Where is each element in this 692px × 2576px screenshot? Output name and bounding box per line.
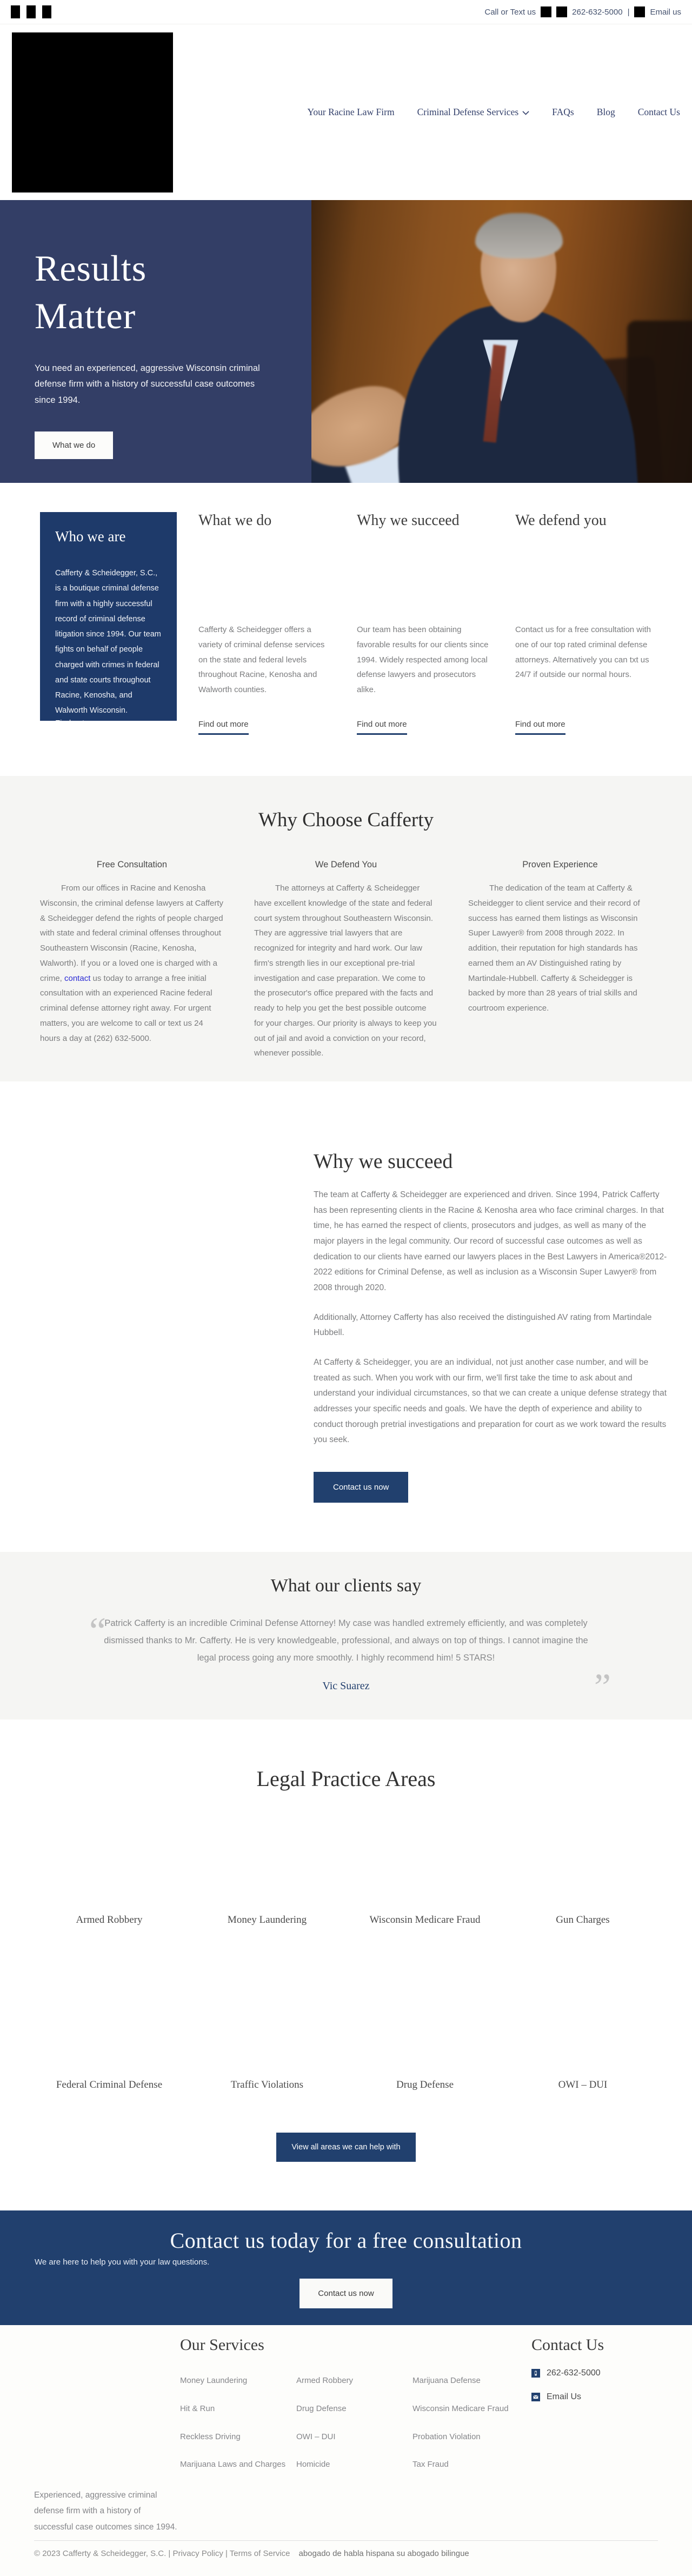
footer-copyright: © 2023 Cafferty & Scheidegger, S.C. | Privacy Policy | Terms of Service abogado de habla hispana su abogado bilingue: [34, 2549, 469, 2558]
testimonial-text: Patrick Cafferty is an incredible Criminal Defense Attorney! My case was handled extremely efficiently, and was completely dismissed thanks to Mr. Cafferty. He is very knowledgeable, professional, and always on top of things. I cannot imagine the legal process going any more smoothly. I highly recommend him! 5 STARS!: [104, 1618, 588, 1663]
cta-section: [0, 2210, 692, 2325]
what-we-do-title: What we do: [198, 512, 272, 529]
footer-link-money-laundering[interactable]: Money Laundering: [180, 2376, 248, 2385]
footer-link-homicide[interactable]: Homicide: [296, 2460, 330, 2469]
footer-contact: [531, 2336, 658, 2471]
practice-area-image: [198, 1823, 336, 1904]
practice-area-card[interactable]: Drug Defense: [356, 1988, 494, 2093]
who-we-are-title: Who we are: [55, 528, 126, 545]
what-we-do-column: [198, 512, 335, 735]
why-we-succeed-body: Our team has been obtaining favorable results for our clients since 1994. Widely respected among local defense lawyers and prosecutors alike.: [357, 625, 489, 694]
social-icon-2[interactable]: [26, 5, 36, 18]
hero-section: [0, 200, 692, 483]
site-footer: [0, 2325, 692, 2576]
our-services-title: Our Services: [180, 2336, 264, 2354]
we-defend-you-choose-body: The attorneys at Cafferty & Scheidegger have excellent knowledge of the state and federal court system throughout Southeastern Wisconsin. They are aggressive trial lawyers that are recognized for integrity and hard work. Our law firm's strength lies in our exceptional pre-trial investigation and case preparation. We come to the prosecutor's office prepared with the facts and ready to help you get the best possible outcome for your charges. Our priority is always to keep you out of jail and avoid a conviction on your record, whenever possible.: [254, 884, 437, 1058]
topbar-separator: |: [627, 7, 630, 17]
we-defend-you-choose-column: [254, 860, 438, 1061]
testimonial-title: What our clients say: [270, 1576, 422, 1596]
footer-link-hit-and-run[interactable]: Hit & Run: [180, 2404, 215, 2413]
why-we-succeed-heading: Why we succeed: [314, 1150, 453, 1173]
social-icon-3[interactable]: [42, 5, 51, 18]
practice-area-image: [356, 1823, 494, 1904]
what-we-do-button[interactable]: What we do: [35, 431, 113, 459]
firm-logo[interactable]: [12, 32, 173, 192]
top-bar: [0, 0, 692, 24]
practice-area-card[interactable]: Money Laundering: [198, 1823, 336, 1928]
mobile-icon[interactable]: [556, 6, 567, 17]
practice-area-card[interactable]: Federal Criminal Defense: [40, 1988, 178, 2093]
photo-suit-shape: [387, 296, 641, 483]
why-we-succeed-find-out-more[interactable]: Find out more: [357, 720, 407, 735]
topbar-contact: [484, 6, 681, 17]
email-link[interactable]: Email us: [650, 7, 681, 17]
nav-blog[interactable]: Blog: [596, 107, 615, 117]
footer-link-owi-dui[interactable]: OWI – DUI: [296, 2432, 336, 2441]
practice-area-card[interactable]: OWI – DUI: [514, 1988, 652, 2093]
attorney-photo: [311, 200, 692, 483]
chevron-down-icon: [522, 107, 529, 118]
footer-link-marijuana-laws[interactable]: Marijuana Laws and Charges: [180, 2460, 286, 2469]
nav-criminal-defense-services[interactable]: Criminal Defense Services: [417, 107, 530, 118]
footer-link-armed-robbery[interactable]: Armed Robbery: [296, 2376, 354, 2385]
contact-inline-link[interactable]: contact: [64, 973, 91, 983]
footer-link-reckless-driving[interactable]: Reckless Driving: [180, 2432, 241, 2441]
who-we-are-find-out-more[interactable]: Find out more: [55, 719, 105, 734]
why-we-succeed-column: [357, 512, 494, 735]
we-defend-you-column: [515, 512, 652, 735]
phone-icon[interactable]: [541, 6, 551, 17]
footer-services: [180, 2336, 531, 2471]
we-defend-you-title: We defend you: [515, 512, 607, 529]
contact-us-now-button[interactable]: Contact us now: [314, 1472, 408, 1503]
view-all-areas-button[interactable]: View all areas we can help with: [276, 2133, 415, 2162]
free-consultation-column: [40, 860, 224, 1061]
nav-contact-us[interactable]: Contact Us: [637, 107, 680, 117]
open-quote-icon: “: [89, 1610, 107, 1652]
practice-area-image: [356, 1988, 494, 2069]
proven-experience-body: The dedication of the team at Cafferty & Scheidegger to client service and their record of success has earned them listings as Wisconsin Super Lawyer® from 2008 through 2022. In addition, their reputation for high standards has earned them an AV Distinguished rating by Martindale-Hubbell. Cafferty & Scheidegger is backed by more than 28 years of trial skills and courtroom experience.: [468, 884, 640, 1013]
practice-areas-section: [0, 1719, 692, 2210]
testimonial-section: [0, 1552, 692, 1719]
footer-link-tax-fraud[interactable]: Tax Fraud: [412, 2460, 449, 2469]
free-consultation-title: Free Consultation: [96, 860, 168, 869]
practice-area-card[interactable]: Gun Charges: [514, 1823, 652, 1928]
envelope-icon: [531, 2393, 540, 2401]
hero-subtitle: You need an experienced, aggressive Wisconsin criminal defense firm with a history of successful case outcomes since 1994.: [35, 363, 260, 406]
what-we-do-body: Cafferty & Scheidegger offers a variety of criminal defense services on the state and federal levels throughout Racine, Kenosha and Walworth counties.: [198, 625, 325, 694]
we-defend-you-body: Contact us for a free consultation with one of our top rated criminal defense attorneys. Alternatively you can txt us 24/7 if outside our normal hours.: [515, 625, 651, 680]
why-we-succeed-paragraph-2: Additionally, Attorney Cafferty has also received the distinguished AV rating from Martindale Hubbell.: [314, 1312, 652, 1338]
practice-area-image: [198, 1988, 336, 2069]
testimonial-quote: [59, 1610, 633, 1708]
proven-experience-title: Proven Experience: [522, 860, 598, 869]
practice-area-card[interactable]: Wisconsin Medicare Fraud: [356, 1823, 494, 1928]
practice-areas-title: Legal Practice Areas: [256, 1767, 436, 1791]
hero-text-panel: [0, 200, 311, 483]
practice-area-image: [514, 1823, 652, 1904]
phone-link[interactable]: 262-632-5000: [572, 7, 623, 17]
why-choose-section: [0, 776, 692, 1081]
why-we-succeed-section: [0, 1081, 692, 1552]
footer-bilingual-note: abogado de habla hispana su abogado bilingue: [298, 2549, 469, 2558]
intro-section: [0, 483, 692, 776]
who-we-are-card: [40, 512, 177, 728]
call-text-label: Call or Text us: [484, 7, 536, 17]
footer-phone-link[interactable]: 262-632-5000: [547, 2368, 601, 2378]
close-quote-icon: ”: [594, 1666, 611, 1708]
phone-badge-icon: [531, 2369, 540, 2378]
why-we-succeed-paragraph-1: The team at Cafferty & Scheidegger are experienced and driven. Since 1994, Patrick Cafferty has been representing clients in the Racine & Kenosha area who face criminal charges. In that time, he has earned the respect of clients, prosecutors and judges, as well as many of the major players in the legal community. Our record of successful case outcomes as well as dedication to our clients have earned our lawyers places in the Best Lawyers in America®2012-2022 editions for Criminal Defense, as well as inclusion as a Wisconsin Super Lawyer® from 2008 through 2020.: [314, 1190, 667, 1293]
footer-link-marijuana-defense[interactable]: Marijuana Defense: [412, 2376, 481, 2385]
footer-description: Experienced, aggressive criminal defense firm with a history of successful case outcomes since 1994.: [34, 2491, 177, 2532]
cta-subtitle: We are here to help you with your law questions.: [35, 2258, 210, 2267]
we-defend-you-choose-title: We Defend You: [315, 860, 377, 869]
why-choose-title: Why Choose Cafferty: [258, 809, 434, 831]
practice-area-image: [40, 1823, 178, 1904]
why-we-succeed-title: Why we succeed: [357, 512, 460, 529]
site-header: [0, 24, 692, 200]
social-icons: [11, 5, 51, 18]
nav-your-racine-law-firm[interactable]: Your Racine Law Firm: [307, 107, 395, 117]
photo-chair-shape: [627, 321, 692, 483]
social-icon-1[interactable]: [11, 5, 20, 18]
cta-contact-us-now-button[interactable]: Contact us now: [300, 2279, 392, 2308]
cta-title: Contact us today for a free consultation: [170, 2228, 522, 2253]
nav-faqs[interactable]: FAQs: [552, 107, 574, 117]
photo-hair-shape: [475, 213, 563, 258]
email-icon[interactable]: [634, 6, 645, 17]
practice-area-image: [40, 1988, 178, 2069]
what-we-do-find-out-more[interactable]: Find out more: [198, 720, 249, 735]
footer-phone-row: [531, 2368, 658, 2378]
footer-link-drug-defense[interactable]: Drug Defense: [296, 2404, 347, 2413]
practice-area-card[interactable]: Armed Robbery: [40, 1823, 178, 1928]
testimonial-author: Vic Suarez: [322, 1679, 370, 1692]
why-we-succeed-paragraph-3: At Cafferty & Scheidegger, you are an individual, not just another case number, and will be treated as such. When you work with our firm, we'll first take the time to ask about and understand your individual circumstances, so that we can create a unique defense strategy that addresses your specific needs and goals. We have the depth of experience and ability to conduct thorough pretrial investigations and preparation for court as we work toward the results you seek.: [314, 1358, 667, 1445]
footer-link-probation-violation[interactable]: Probation Violation: [412, 2432, 481, 2441]
proven-experience-column: [468, 860, 652, 1061]
who-we-are-body: Cafferty & Scheidegger, S.C., is a boutique criminal defense firm with a highly successful record of criminal defense litigation since 1994. Our team fights on behalf of people charged with crimes in federal and state courts throughout Racine, Kenosha, and Walworth Wisconsin.: [55, 569, 161, 715]
footer-email-row: [531, 2392, 658, 2402]
footer-email-link[interactable]: Email Us: [547, 2392, 582, 2401]
footer-link-wisconsin-medicare-fraud[interactable]: Wisconsin Medicare Fraud: [412, 2404, 509, 2413]
free-consultation-body: From our offices in Racine and Kenosha Wisconsin, the criminal defense lawyers at Cafferty & Scheidegger defend the rights of people charged with state and federal criminal offenses throughout Southeastern Wisconsin (Racine, Kenosha, Walworth). If you or a loved one is charged with a crime, contact us today to arrange a free initial consultation with an experienced Racine federal criminal defense attorney right away. For urgent matters, you are welcome to call or text us 24 hours a day at (262) 632-5000.: [40, 884, 224, 1043]
footer-divider: [34, 2540, 658, 2541]
practice-area-image: [514, 1988, 652, 2069]
main-nav: [308, 107, 680, 118]
contact-us-title: Contact Us: [531, 2336, 604, 2354]
practice-area-card[interactable]: Traffic Violations: [198, 1988, 336, 2093]
hero-title: Results Matter: [35, 248, 147, 337]
we-defend-you-find-out-more[interactable]: Find out more: [515, 720, 565, 735]
